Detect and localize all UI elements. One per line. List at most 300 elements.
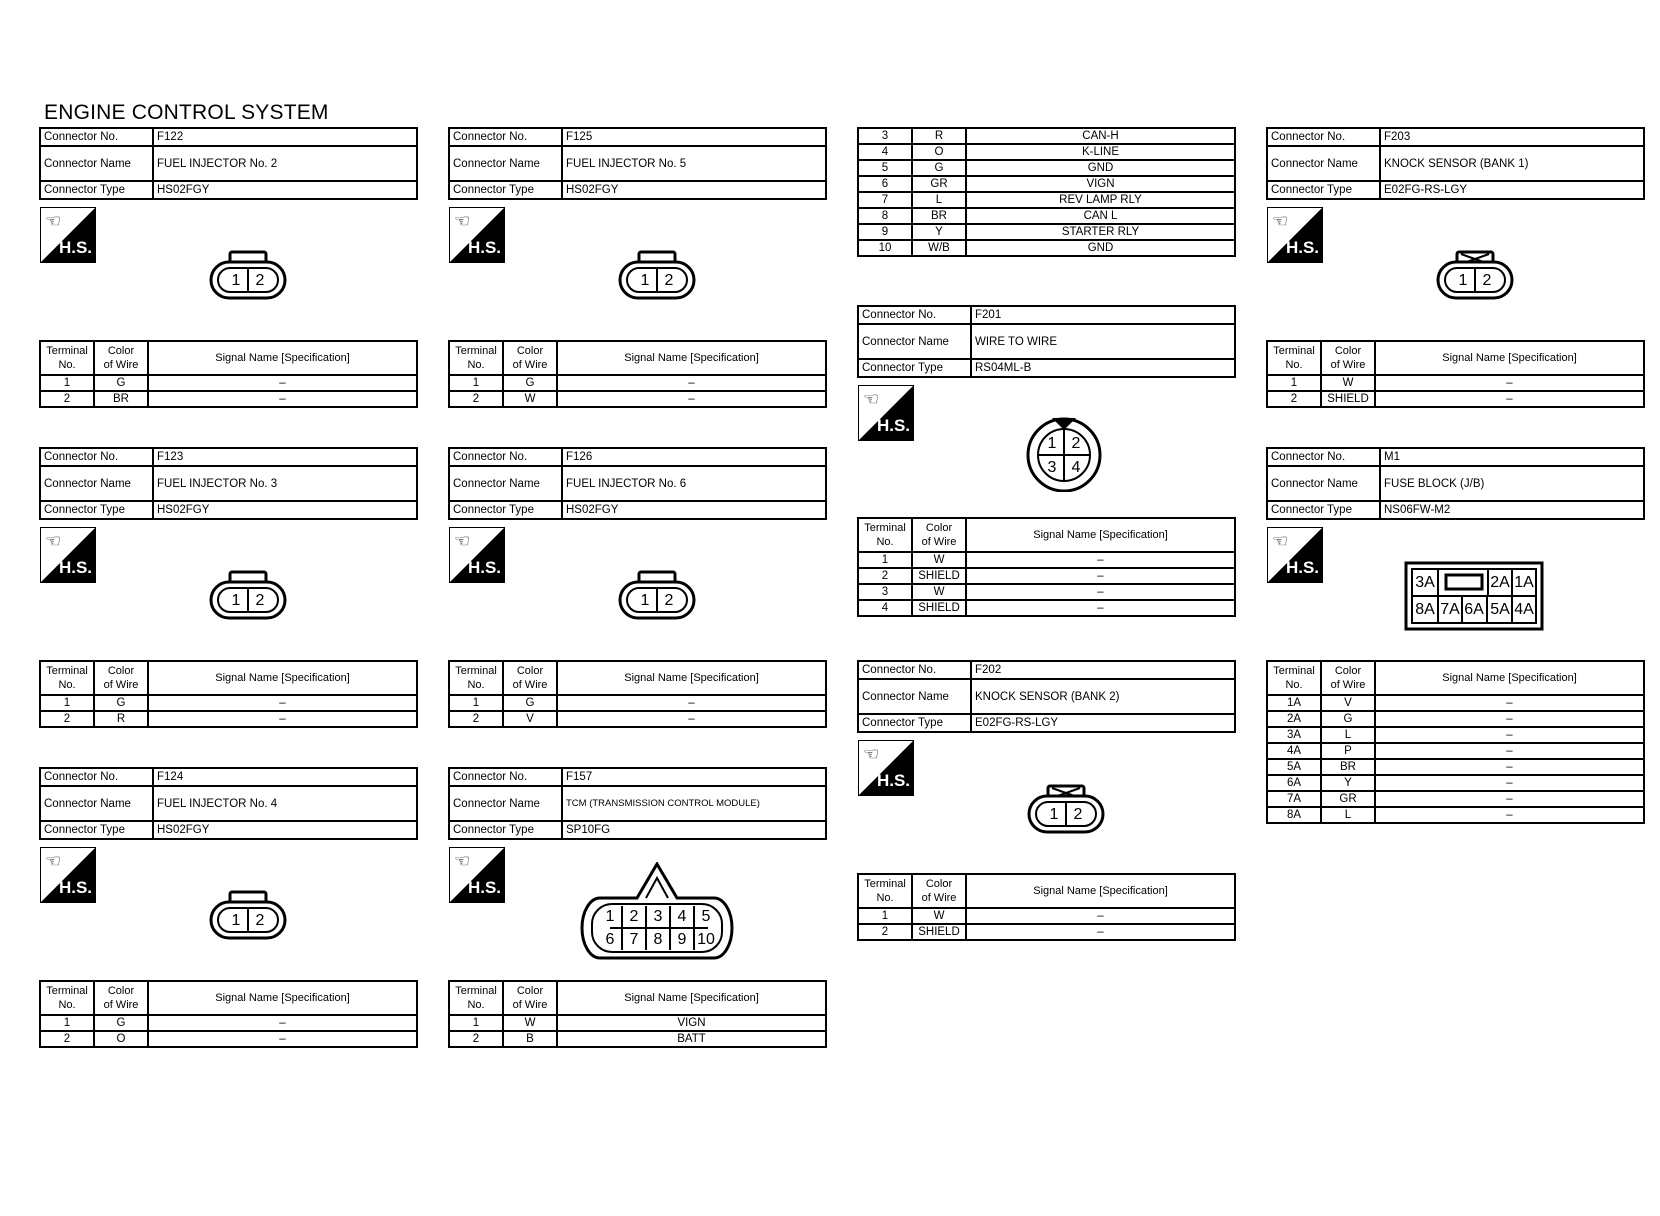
connectors-f157_cont-rows-6-s: STARTER RLY — [966, 224, 1235, 240]
labels-color_1: Color — [107, 985, 135, 997]
connectors-f125-rows-1-c: W — [503, 391, 557, 407]
connectors-f201-name: WIRE TO WIRE — [971, 324, 1235, 359]
connectors-f201-rows-0-c: W — [912, 552, 966, 568]
hs-badge-icon — [449, 847, 505, 903]
connectors-f126-rows-0-c: G — [503, 695, 557, 711]
connectors-f203-name: KNOCK SENSOR (BANK 1) — [1380, 146, 1644, 181]
signal-table-f122 — [39, 340, 418, 408]
pins-f201-0: 1 — [1047, 435, 1057, 453]
connector-diagram-fuse-block — [1404, 561, 1544, 631]
labels-hs: H.S. — [876, 416, 910, 435]
labels-color_1: Color — [516, 665, 544, 677]
labels-connector_type: Connector Type — [449, 181, 562, 199]
connectors-f124-rows-0-t: 1 — [40, 1015, 94, 1031]
pins-two-1: 2 — [1482, 272, 1492, 290]
labels-connector_no: Connector No. — [858, 661, 971, 679]
connectors-m1-rows-5-t: 6A — [1267, 775, 1321, 791]
connectors-f123-type: HS02FGY — [153, 501, 417, 519]
hand-icon: ☜ — [1272, 211, 1289, 231]
connectors-f157_cont-rows-1-s: K-LINE — [966, 144, 1235, 160]
labels-terminal_no_1: Terminal — [864, 522, 906, 534]
connectors-f201-no: F201 — [971, 306, 1235, 324]
labels-terminal_no_1: Terminal — [1273, 345, 1315, 357]
connectors-f201-type: RS04ML-B — [971, 359, 1235, 377]
connectors-m1-rows-2-s: – — [1375, 727, 1644, 743]
connectors-f122-rows-0-t: 1 — [40, 375, 94, 391]
table-row — [40, 375, 417, 391]
connectors-f122-rows-1-s: – — [148, 391, 417, 407]
pins-f157_bot-0: 6 — [605, 931, 615, 949]
connector-header-f201 — [857, 305, 1236, 378]
connectors-f201-rows-3-t: 4 — [858, 600, 912, 616]
labels-color_1: Color — [1334, 665, 1362, 677]
connectors-f157_cont-rows-0-s: CAN-H — [966, 128, 1235, 144]
hs-badge-icon — [1267, 527, 1323, 583]
labels-terminal_no_1: Terminal — [864, 878, 906, 890]
connectors-f122-rows-0-s: – — [148, 375, 417, 391]
connectors-m1-rows-4-t: 5A — [1267, 759, 1321, 775]
labels-connector_type: Connector Type — [40, 821, 153, 839]
pin-label: 2 — [255, 272, 265, 290]
labels-connector_name: Connector Name — [1267, 146, 1380, 181]
table-row — [858, 908, 1235, 924]
connector-header-f203 — [1266, 127, 1645, 200]
connectors-f124-rows-1-c: O — [94, 1031, 148, 1047]
label-connector-name: Connector Name — [40, 146, 153, 181]
connectors-f157_cont-rows-0-t: 3 — [858, 128, 912, 144]
connectors-f202-rows-1-t: 2 — [858, 924, 912, 940]
connectors-m1-rows-1-s: – — [1375, 711, 1644, 727]
connectors-f203-no: F203 — [1380, 128, 1644, 146]
hand-icon: ☜ — [454, 531, 471, 551]
connectors-m1-rows-4-c: BR — [1321, 759, 1375, 775]
pins-two-1: 2 — [1073, 806, 1083, 824]
hs-badge-icon — [449, 527, 505, 583]
table-row — [1267, 791, 1644, 807]
connectors-f157_cont-rows-2-s: GND — [966, 160, 1235, 176]
labels-color_2: of Wire — [103, 359, 139, 371]
connectors-m1-rows-5-s: – — [1375, 775, 1644, 791]
connectors-f202-type: E02FG-RS-LGY — [971, 714, 1235, 732]
pins-two-1: 2 — [255, 912, 265, 930]
pins-two-0: 1 — [231, 592, 241, 610]
pins-f201-3: 4 — [1071, 459, 1081, 477]
pins-f157_bot-2: 8 — [653, 931, 663, 949]
connectors-m1-rows-2-t: 3A — [1267, 727, 1321, 743]
labels-color_2: of Wire — [921, 892, 957, 904]
connectors-m1-rows-4-s: – — [1375, 759, 1644, 775]
connectors-f122-rows-0-c: G — [94, 375, 148, 391]
labels-connector_type: Connector Type — [1267, 181, 1380, 199]
labels-signal: Signal Name [Specification] — [966, 874, 1235, 908]
labels-connector_type: Connector Type — [40, 501, 153, 519]
connectors-f157_cont-rows-3-s: VIGN — [966, 176, 1235, 192]
connectors-f157_cont-rows-5-t: 8 — [858, 208, 912, 224]
labels-color_1: Color — [107, 665, 135, 677]
pins-m1_bot-3: 5A — [1490, 601, 1510, 619]
labels-color_2: of Wire — [1330, 679, 1366, 691]
table-row — [858, 240, 1235, 256]
signal-table-f123 — [39, 660, 418, 728]
labels-color_1: Color — [925, 878, 953, 890]
pins-two-1: 2 — [664, 592, 674, 610]
connectors-f124-name: FUEL INJECTOR No. 4 — [153, 786, 417, 821]
connectors-f124-rows-0-c: G — [94, 1015, 148, 1031]
labels-signal: Signal Name [Specification] — [557, 341, 826, 375]
labels-terminal_no_1: Terminal — [46, 665, 88, 677]
table-row — [449, 695, 826, 711]
connectors-f201-rows-2-c: W — [912, 584, 966, 600]
connectors-f124-rows-0-s: – — [148, 1015, 417, 1031]
pins-two-1: 2 — [664, 272, 674, 290]
connectors-f123-rows-1-c: R — [94, 711, 148, 727]
pins-two-0: 1 — [1458, 272, 1468, 290]
hs-badge-icon — [858, 385, 914, 441]
pins-f157_bot-4: 10 — [697, 931, 715, 949]
connectors-f123-rows-0-t: 1 — [40, 695, 94, 711]
connectors-f201-rows-3-c: SHIELD — [912, 600, 966, 616]
labels-connector_name: Connector Name — [449, 146, 562, 181]
table-row — [40, 391, 417, 407]
labels-connector_name: Connector Name — [40, 786, 153, 821]
table-row — [449, 711, 826, 727]
label-connector-no: Connector No. — [40, 128, 153, 146]
table-row — [858, 192, 1235, 208]
connectors-f125-rows-1-t: 2 — [449, 391, 503, 407]
connector-header-f123 — [39, 447, 418, 520]
connectors-f157-rows-1-t: 2 — [449, 1031, 503, 1047]
connectors-m1-rows-7-s: – — [1375, 807, 1644, 823]
table-row — [858, 160, 1235, 176]
labels-hs: H.S. — [1285, 558, 1319, 577]
labels-terminal_no_1: Terminal — [46, 345, 88, 357]
table-row — [858, 584, 1235, 600]
connectors-f126-rows-1-c: V — [503, 711, 557, 727]
table-row — [40, 1031, 417, 1047]
pins-f157_top-2: 3 — [653, 908, 663, 926]
pins-m1_top-1: 2A — [1490, 574, 1510, 592]
hs-badge-icon — [449, 207, 505, 263]
connectors-f203-rows-0-c: W — [1321, 375, 1375, 391]
hs-badge-icon — [1267, 207, 1323, 263]
pins-f157_bot-3: 9 — [677, 931, 687, 949]
connectors-f126-rows-0-t: 1 — [449, 695, 503, 711]
connectors-f157_cont-rows-6-c: Y — [912, 224, 966, 240]
connector-header-f122 — [39, 127, 418, 200]
labels-color_2: of Wire — [512, 679, 548, 691]
connector-diagram-2pin — [617, 250, 697, 302]
hand-icon: ☜ — [863, 389, 880, 409]
page-title: ENGINE CONTROL SYSTEM — [44, 101, 329, 124]
connectors-m1-rows-5-c: Y — [1321, 775, 1375, 791]
connectors-f157_cont-rows-0-c: R — [912, 128, 966, 144]
connectors-m1-rows-3-t: 4A — [1267, 743, 1321, 759]
connectors-f123-name: FUEL INJECTOR No. 3 — [153, 466, 417, 501]
connectors-f157_cont-rows-4-c: L — [912, 192, 966, 208]
signal-table-f125 — [448, 340, 827, 408]
labels-connector_type: Connector Type — [449, 501, 562, 519]
labels-connector_no: Connector No. — [1267, 128, 1380, 146]
connectors-f123-rows-0-s: – — [148, 695, 417, 711]
connector-diagram-2pin — [208, 890, 288, 942]
hand-icon: ☜ — [454, 851, 471, 871]
pins-two-0: 1 — [640, 272, 650, 290]
connectors-f202-rows-0-c: W — [912, 908, 966, 924]
connectors-f201-rows-1-c: SHIELD — [912, 568, 966, 584]
table-row — [1267, 775, 1644, 791]
labels-connector_name: Connector Name — [858, 679, 971, 714]
connectors-m1-rows-1-c: G — [1321, 711, 1375, 727]
table-row — [858, 144, 1235, 160]
hand-icon: ☜ — [454, 211, 471, 231]
table-row — [1267, 391, 1644, 407]
connector-header-f124 — [39, 767, 418, 840]
labels-signal: Signal Name [Specification] — [966, 518, 1235, 552]
labels-connector_name: Connector Name — [449, 466, 562, 501]
connector-header-f125 — [448, 127, 827, 200]
connectors-f202-name: KNOCK SENSOR (BANK 2) — [971, 679, 1235, 714]
hand-icon: ☜ — [1272, 531, 1289, 551]
connectors-f157-rows-0-c: W — [503, 1015, 557, 1031]
table-row — [1267, 375, 1644, 391]
connectors-f157_cont-rows-3-c: GR — [912, 176, 966, 192]
labels-terminal_no_1: Terminal — [1273, 665, 1315, 677]
connectors-f201-rows-0-s: – — [966, 552, 1235, 568]
connectors-m1-rows-3-s: – — [1375, 743, 1644, 759]
table-row — [1267, 695, 1644, 711]
connectors-m1-rows-7-c: L — [1321, 807, 1375, 823]
labels-hs: H.S. — [58, 558, 92, 577]
labels-hs: H.S. — [467, 558, 501, 577]
connectors-f157-type: SP10FG — [562, 821, 826, 839]
table-row — [449, 375, 826, 391]
labels-connector_name: Connector Name — [449, 786, 562, 821]
signal-table-m1 — [1266, 660, 1645, 824]
labels-connector_no: Connector No. — [40, 768, 153, 786]
connectors-f157_cont-rows-1-c: O — [912, 144, 966, 160]
connectors-f157-rows-1-s: BATT — [557, 1031, 826, 1047]
connector-header-m1 — [1266, 447, 1645, 520]
connectors-m1-no: M1 — [1380, 448, 1644, 466]
labels-color_1: Color — [1334, 345, 1362, 357]
connectors-f202-rows-0-t: 1 — [858, 908, 912, 924]
pin-label: 1 — [231, 272, 241, 290]
connectors-f202-rows-1-c: SHIELD — [912, 924, 966, 940]
connectors-f125-type: HS02FGY — [562, 181, 826, 199]
pins-m1_bot-0: 8A — [1415, 601, 1435, 619]
connectors-f126-rows-1-s: – — [557, 711, 826, 727]
connector-no: F122 — [153, 128, 417, 146]
table-row — [858, 224, 1235, 240]
labels-hs: H.S. — [467, 238, 501, 257]
connectors-f157-rows-0-t: 1 — [449, 1015, 503, 1031]
connectors-f126-rows-0-s: – — [557, 695, 826, 711]
labels-terminal_no_2: No. — [467, 999, 485, 1011]
table-row — [40, 1015, 417, 1031]
table-row — [858, 208, 1235, 224]
connectors-f125-rows-0-c: G — [503, 375, 557, 391]
pins-f157_top-1: 2 — [629, 908, 639, 926]
connectors-f201-rows-3-s: – — [966, 600, 1235, 616]
signal-table-f124 — [39, 980, 418, 1048]
connector-type: HS02FGY — [153, 181, 417, 199]
connectors-f157-name: TCM (TRANSMISSION CONTROL MODULE) — [562, 786, 826, 821]
labels-signal: Signal Name [Specification] — [148, 661, 417, 695]
labels-signal: Signal Name [Specification] — [148, 981, 417, 1015]
connectors-f126-type: HS02FGY — [562, 501, 826, 519]
connectors-f124-rows-1-s: – — [148, 1031, 417, 1047]
labels-connector_type: Connector Type — [858, 714, 971, 732]
pins-two-0: 1 — [231, 912, 241, 930]
labels-connector_name: Connector Name — [40, 466, 153, 501]
connectors-m1-type: NS06FW-M2 — [1380, 501, 1644, 519]
connectors-m1-rows-0-s: – — [1375, 695, 1644, 711]
connectors-f157_cont-rows-5-s: CAN L — [966, 208, 1235, 224]
connectors-m1-rows-0-c: V — [1321, 695, 1375, 711]
labels-hs: H.S. — [876, 771, 910, 790]
connectors-f123-rows-0-c: G — [94, 695, 148, 711]
table-row — [858, 568, 1235, 584]
labels-signal: Signal Name [Specification] — [1375, 341, 1644, 375]
table-row — [449, 1015, 826, 1031]
connectors-f123-rows-1-t: 2 — [40, 711, 94, 727]
connector-diagram-2pin — [208, 570, 288, 622]
pins-m1_bot-2: 6A — [1464, 601, 1484, 619]
labels-connector_no: Connector No. — [449, 448, 562, 466]
connectors-f202-rows-0-s: – — [966, 908, 1235, 924]
connectors-f201-rows-1-s: – — [966, 568, 1235, 584]
connectors-f125-rows-1-s: – — [557, 391, 826, 407]
connectors-f157_cont-rows-2-c: G — [912, 160, 966, 176]
labels-connector_no: Connector No. — [40, 448, 153, 466]
connectors-f157_cont-rows-4-t: 7 — [858, 192, 912, 208]
labels-connector_type: Connector Type — [449, 821, 562, 839]
hs-badge-icon — [858, 740, 914, 796]
table-row — [1267, 727, 1644, 743]
connectors-f123-rows-1-s: – — [148, 711, 417, 727]
labels-hs: H.S. — [58, 238, 92, 257]
connectors-f203-rows-1-c: SHIELD — [1321, 391, 1375, 407]
table-row — [1267, 743, 1644, 759]
labels-connector_name: Connector Name — [1267, 466, 1380, 501]
labels-terminal_no_1: Terminal — [455, 985, 497, 997]
signal-table-f203 — [1266, 340, 1645, 408]
labels-terminal_no_2: No. — [1285, 359, 1303, 371]
connectors-f122-rows-1-c: BR — [94, 391, 148, 407]
signal-header: Signal Name [Specification] — [148, 341, 417, 375]
connectors-f157_cont-rows-6-t: 9 — [858, 224, 912, 240]
pins-f157_top-3: 4 — [677, 908, 687, 926]
labels-terminal_no_1: Terminal — [455, 345, 497, 357]
connectors-f157-no: F157 — [562, 768, 826, 786]
connector-header-f126 — [448, 447, 827, 520]
labels-color_2: of Wire — [103, 999, 139, 1011]
labels-terminal_no_2: No. — [876, 536, 894, 548]
connectors-f157_cont-rows-7-s: GND — [966, 240, 1235, 256]
connector-diagram-4pin-round — [1023, 414, 1105, 492]
table-row — [449, 391, 826, 407]
connectors-f201-rows-1-t: 2 — [858, 568, 912, 584]
terminal-header — [40, 341, 94, 375]
labels-terminal_no_2: No. — [1285, 679, 1303, 691]
connectors-f123-no: F123 — [153, 448, 417, 466]
connectors-f125-name: FUEL INJECTOR No. 5 — [562, 146, 826, 181]
labels-connector_no: Connector No. — [449, 128, 562, 146]
hand-icon: ☜ — [45, 851, 62, 871]
labels-signal: Signal Name [Specification] — [557, 661, 826, 695]
labels-color_2: of Wire — [103, 679, 139, 691]
connectors-f157_cont-rows-2-t: 5 — [858, 160, 912, 176]
labels-color_2: of Wire — [1330, 359, 1366, 371]
table-row — [40, 711, 417, 727]
connectors-f125-no: F125 — [562, 128, 826, 146]
labels-color_1: Color — [925, 522, 953, 534]
connector-diagram-2pin — [208, 250, 288, 302]
connector-header-f157 — [448, 767, 827, 840]
connectors-f126-no: F126 — [562, 448, 826, 466]
pins-f157_top-4: 5 — [701, 908, 711, 926]
labels-signal: Signal Name [Specification] — [1375, 661, 1644, 695]
connectors-m1-rows-6-t: 7A — [1267, 791, 1321, 807]
labels-signal: Signal Name [Specification] — [557, 981, 826, 1015]
connectors-f125-rows-0-s: – — [557, 375, 826, 391]
labels-connector_no: Connector No. — [858, 306, 971, 324]
signal-table-f157 — [448, 980, 827, 1048]
connectors-f201-rows-2-s: – — [966, 584, 1235, 600]
connectors-f203-rows-1-s: – — [1375, 391, 1644, 407]
connectors-f157_cont-rows-7-c: W/B — [912, 240, 966, 256]
connectors-m1-rows-2-c: L — [1321, 727, 1375, 743]
hand-icon: ☜ — [863, 744, 880, 764]
table-row — [858, 552, 1235, 568]
pins-f201-1: 2 — [1071, 435, 1081, 453]
labels-connector_name: Connector Name — [858, 324, 971, 359]
labels-terminal_no_2: No. — [58, 359, 76, 371]
hs-badge-icon — [40, 207, 96, 263]
labels-color_1: Color — [516, 985, 544, 997]
connectors-f157-rows-1-c: B — [503, 1031, 557, 1047]
pins-m1_bot-1: 7A — [1440, 601, 1460, 619]
connectors-f125-rows-0-t: 1 — [449, 375, 503, 391]
connectors-f157-rows-0-s: VIGN — [557, 1015, 826, 1031]
labels-color_2: of Wire — [512, 999, 548, 1011]
labels-terminal_no_2: No. — [467, 359, 485, 371]
pins-two-0: 1 — [640, 592, 650, 610]
connectors-f157_cont-rows-5-c: BR — [912, 208, 966, 224]
table-row — [858, 924, 1235, 940]
signal-table-f157-continued — [857, 127, 1236, 257]
connector-name: FUEL INJECTOR No. 2 — [153, 146, 417, 181]
labels-hs: H.S. — [58, 878, 92, 897]
table-row — [858, 128, 1235, 144]
connectors-f124-type: HS02FGY — [153, 821, 417, 839]
labels-terminal_no_1: Terminal — [46, 985, 88, 997]
connectors-f157_cont-rows-1-t: 4 — [858, 144, 912, 160]
connectors-m1-rows-3-c: P — [1321, 743, 1375, 759]
labels-connector_type: Connector Type — [1267, 501, 1380, 519]
connectors-m1-rows-0-t: 1A — [1267, 695, 1321, 711]
signal-table-f202 — [857, 873, 1236, 941]
labels-terminal_no_2: No. — [876, 892, 894, 904]
connectors-f203-rows-0-t: 1 — [1267, 375, 1321, 391]
pins-m1_top-0: 3A — [1415, 574, 1435, 592]
signal-table-f201 — [857, 517, 1236, 617]
color-header — [94, 341, 148, 375]
table-row — [858, 600, 1235, 616]
connectors-f126-rows-1-t: 2 — [449, 711, 503, 727]
connectors-m1-rows-6-s: – — [1375, 791, 1644, 807]
labels-color_2: of Wire — [921, 536, 957, 548]
